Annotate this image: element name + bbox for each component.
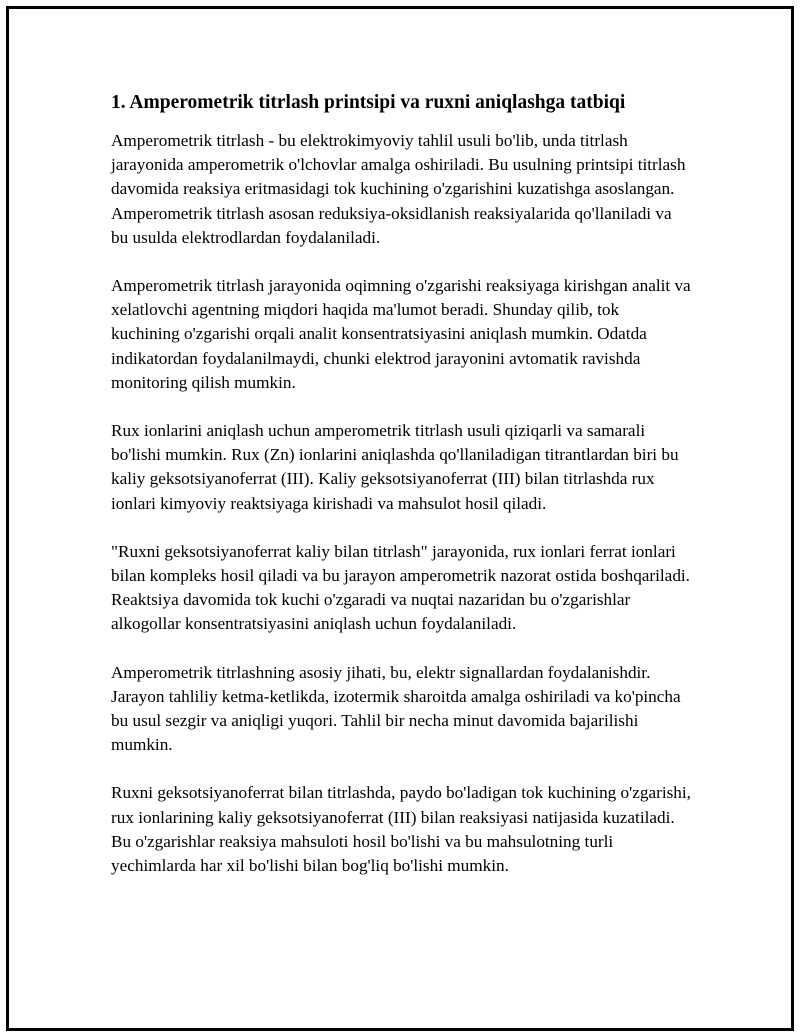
- paragraph-4: "Ruxni geksotsiyanoferrat kaliy bilan titrlash" jarayonida, rux ionlari ferrat ionlari bilan kompleks hosil qiladi va bu jarayon amperometrik nazorat ostida boshqariladi. Reaktsiya davomida tok kuchi o'zgaradi va nuqtai nazaridan bu o'zgarishlar alkogollar konsentratsiyasini aniqlash uchun foydalaniladi.: [111, 541, 690, 634]
- paragraph-1: Amperometrik titrlash - bu elektrokimyoviy tahlil usuli bo'lib, unda titrlash jarayonida amperometrik o'lchovlar amalga oshiriladi. Bu usulning printsipi titrlash davomida reaksiya eritmasidagi tok kuchining o'zgarishini kuzatishga asoslangan. Amperometrik titrlash asosan reduksiya-oksidlanish reaksiyalarida qo'llaniladi va bu usulda elektrodlardan foydalaniladi.: [111, 131, 686, 247]
- section-title: 1. Amperometrik titrlash printsipi va ruxni aniqlashga tatbiqi: [111, 92, 626, 113]
- paragraph-2: Amperometrik titrlash jarayonida oqimning o'zgarishi reaksiyaga kirishgan analit va xelatlovchi agentning miqdori haqida ma'lumot beradi. Shunday qilib, tok kuchining o'zgarishi orqali analit konsentratsiyasini aniqlash mumkin. Odatda indikatordan foydalanilmaydi, chunki elektrod jarayonini avtomatik ravishda monitoring qilish mumkin.: [111, 276, 691, 392]
- paragraph-6: Ruxni geksotsiyanoferrat bilan titrlashda, paydo bo'ladigan tok kuchining o'zgarishi, rux ionlarining kaliy geksotsiyanoferrat (III) bilan reaksiyasi natijasida kuzatiladi. Bu o'zgarishlar reaksiya mahsuloti hosil bo'lishi va bu mahsulotning turli yechimlarda har xil bo'lishi bilan bog'liq bo'lishi mumkin.: [111, 783, 691, 876]
- paragraph-3: Rux ionlarini aniqlash uchun amperometrik titrlash usuli qiziqarli va samarali bo'lishi mumkin. Rux (Zn) ionlarini aniqlashda qo'llaniladigan titrantlardan biri bu kaliy geksotsiyanoferrat (III). Kaliy geksotsiyanoferrat (III) bilan titrlashda rux ionlari kimyoviy reaktsiyaga kirishadi va mahsulot hosil qiladi.: [111, 421, 679, 513]
- document-body: [111, 88, 691, 902]
- paragraph-5: Amperometrik titrlashning asosiy jihati, bu, elektr signallardan foydalanishdir. Jarayon tahliliy ketma-ketlikda, izotermik sharoitda amalga oshiriladi va ko'pincha bu usul sezgir va aniqligi yuqori. Tahlil bir necha minut davomida bajarilishi mumkin.: [111, 662, 681, 755]
